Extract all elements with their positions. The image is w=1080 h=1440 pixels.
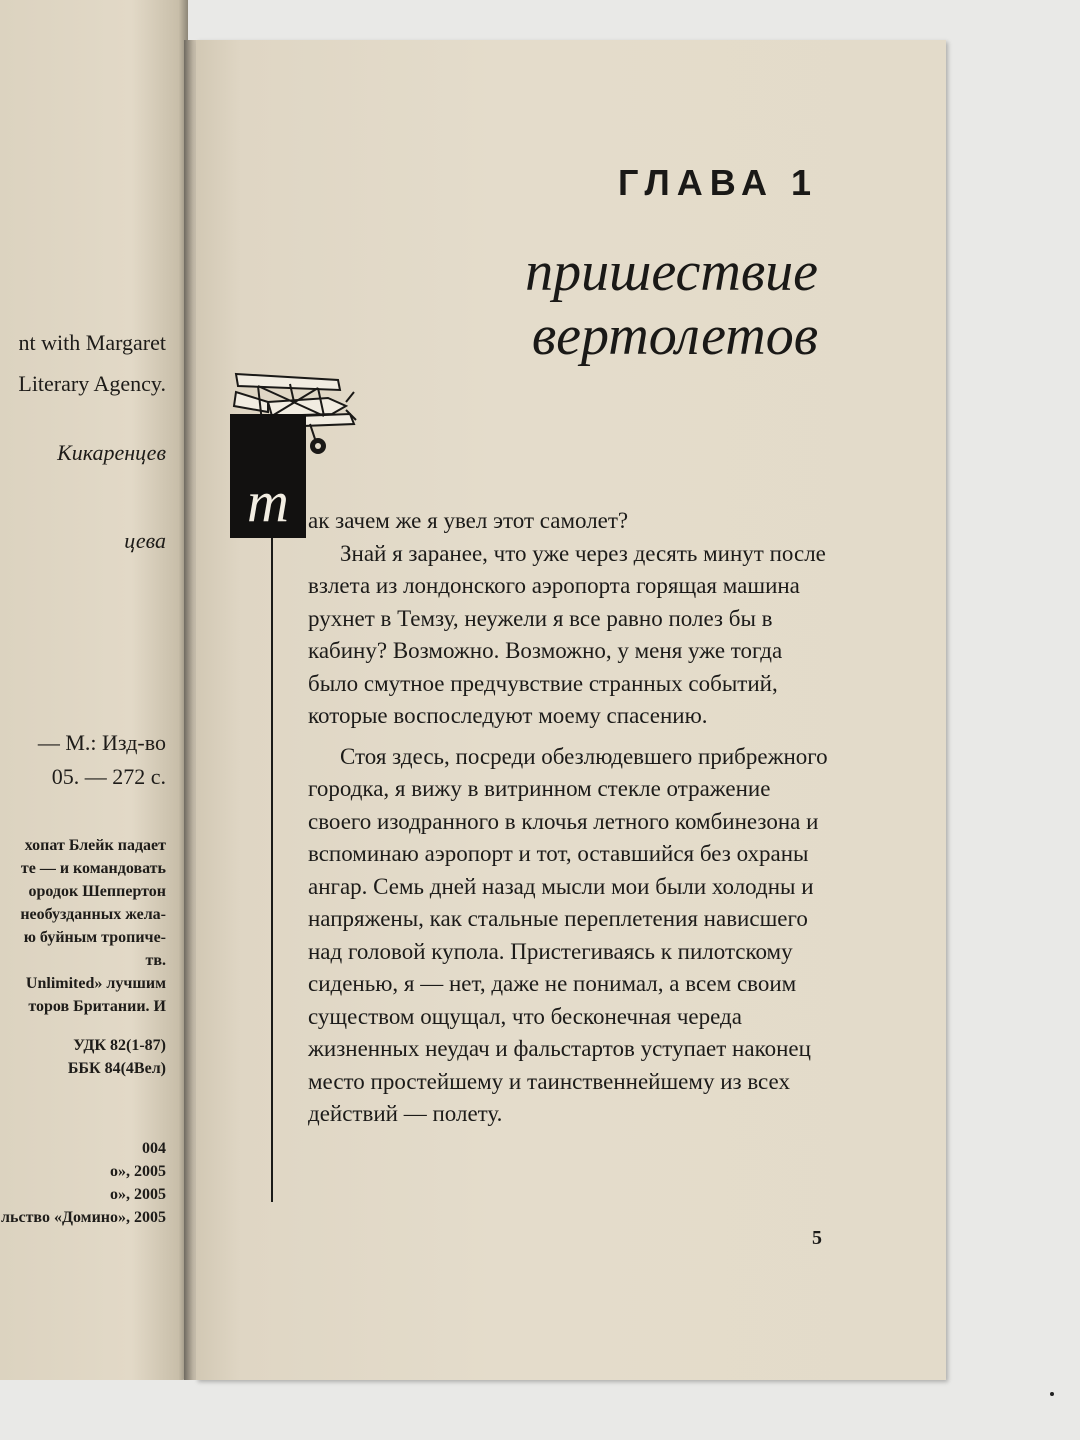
left-page-line: — М.: Изд-во	[37, 730, 166, 755]
bbk-code: ББК 84(4Вел)	[67, 1060, 166, 1077]
left-page-annotation-line: хопат Блейк падает	[24, 837, 166, 854]
drop-cap-letter: т	[247, 469, 289, 534]
right-page	[196, 40, 946, 1380]
left-page	[0, 0, 188, 1380]
chapter-body	[308, 505, 828, 1131]
paragraph: Стоя здесь, посреди обезлюдевшего прибрежного городка, я вижу в витринном стекле отражение своего изодранного в клочья летного комбинезона и вспоминаю аэропорт и тот, оставшийся без охраны ангар. Семь дней назад мысли мои были холодны и напряжены, как стальные переплетения нависшего над головой купола. Пристегиваясь к пилотскому сиденью, я — нет, даже не понимал, а всем своим существом ощущал, что бесконечная череда жизненных неудач и фальстартов уступает наконец место простейшему и таинственнейшему из всех действий — полету.	[308, 743, 828, 1126]
drop-cap	[230, 414, 306, 538]
chapter-title-line: пришествие	[525, 241, 818, 303]
chapter-label: ГЛАВА 1	[618, 162, 818, 203]
left-page-annotation-line: торов Британии. И	[28, 998, 166, 1015]
left-page-line: 05. — 272 с.	[51, 764, 166, 789]
left-page-annotation-line: необузданных жела-	[20, 906, 166, 923]
left-page-line: nt with Margaret	[18, 330, 166, 355]
page-number: 5	[812, 1227, 822, 1249]
left-page-line: Кикаренцев	[57, 440, 166, 465]
table-speck	[1050, 1392, 1054, 1396]
chapter-title	[358, 240, 818, 368]
copyright-line: о», 2005	[110, 1186, 166, 1203]
udk-code: УДК 82(1-87)	[73, 1037, 166, 1054]
left-page-line: цева	[124, 528, 166, 553]
paragraph: Знай я заранее, что уже через десять минут после взлета из лондонского аэропорта горящая машина рухнет в Темзу, неужели я все равно полез бы в кабину? Возможно. Возможно, у меня уже тогда было смутное предчувствие странных событий, которые воспоследуют моему спасению.	[308, 540, 826, 728]
left-page-annotation-line: ю буйным тропиче-	[23, 929, 166, 946]
left-page-annotation-line: тв.	[145, 952, 166, 969]
first-line: ак зачем же я увел этот самолет?	[308, 508, 629, 533]
copyright-line: 004	[142, 1140, 166, 1157]
left-page-annotation-line: те — и командовать	[20, 860, 166, 877]
copyright-line: льство «Домино», 2005	[1, 1209, 166, 1226]
chapter-title-line: вертолетов	[531, 305, 818, 367]
left-page-annotation-line: ородок Шеппертон	[28, 883, 166, 900]
left-page-annotation-line: Unlimited» лучшим	[25, 975, 166, 992]
left-page-line: Literary Agency.	[18, 371, 166, 396]
drop-cap-rule	[271, 538, 273, 1202]
copyright-line: о», 2005	[110, 1163, 166, 1180]
